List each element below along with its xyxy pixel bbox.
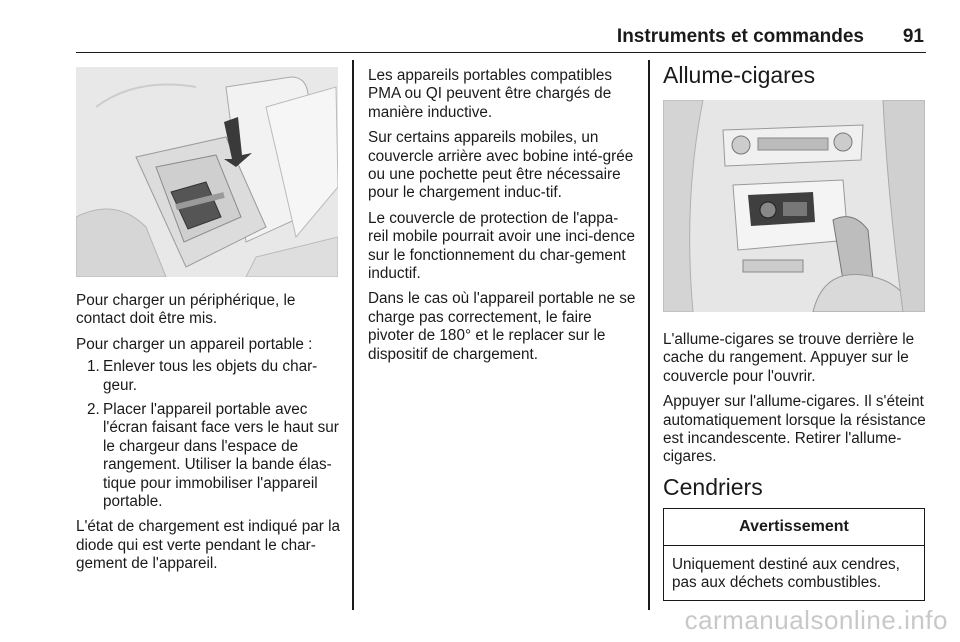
list-item [76,401,342,511]
column-3-text [663,331,929,474]
step-number: 2. [87,401,100,419]
warning-text: Uniquement destiné aux cendres, pas aux déchets combustibles. [672,556,900,592]
section-title: Instruments et commandes [616,26,864,47]
paragraph: Sur certains appareils mobiles, un couvercle arrière avec bobine inté-grée ou une pochette peut être nécessaire pour le chargement induc-tif. [368,129,634,202]
paragraph: Pour charger un appareil portable : [76,335,313,353]
step-text: Enlever tous les objets du char-geur. [103,358,318,394]
column-1 [76,292,342,581]
paragraph: Appuyer sur l'allume-cigares. Il s'éteint automatiquement lorsque la résistance est incandescente. Retirer l'allume-cigares. [663,393,926,466]
warning-box [663,508,925,601]
column-divider-1 [352,60,354,610]
watermark: carmanualsonline.info [684,605,948,635]
paragraph: Le couvercle de protection de l'appa-reil mobile pourrait avoir une inci-dence sur le fonctionnement du char-gement inductif. [368,209,635,283]
steps-list [76,358,342,511]
step-text: Placer l'appareil portable avec l'écran faisant face vers le haut sur le chargeur dans l'espace de rangement. Utiliser la bande élas-tique pour immobiliser l'appareil portable. [103,401,339,511]
column-3-heading [663,62,925,88]
list-item [76,358,342,395]
paragraph: L'allume-cigares se trouve derrière le cache du rangement. Appuyer sur le couvercle pour l'ouvrir. [663,331,915,385]
column-2 [368,67,636,371]
cigarette-lighter-illustration [663,100,925,312]
charger-illustration [76,67,338,277]
paragraph: Dans le cas où l'appareil portable ne se charge pas correctement, le faire pivoter de 180° et le replacer sur le dispositif de chargement. [368,290,636,363]
warning-title: Avertissement [664,509,924,546]
paragraph: Pour charger un périphérique, le contact doit être mis. [76,292,296,328]
heading-ashtrays: Cendriers [663,474,763,500]
page-number: 91 [902,26,924,47]
column-3-heading2 [663,474,925,500]
column-divider-2 [648,60,650,610]
step-number: 1. [87,358,100,376]
page-header [76,22,926,53]
heading-cigarette-lighter: Allume-cigares [663,62,816,88]
paragraph: L'état de chargement est indiqué par la diode qui est verte pendant le char-gement de l'appareil. [76,518,340,573]
paragraph: Les appareils portables compatibles PMA ou QI peuvent être chargés de manière inductive. [368,67,613,121]
